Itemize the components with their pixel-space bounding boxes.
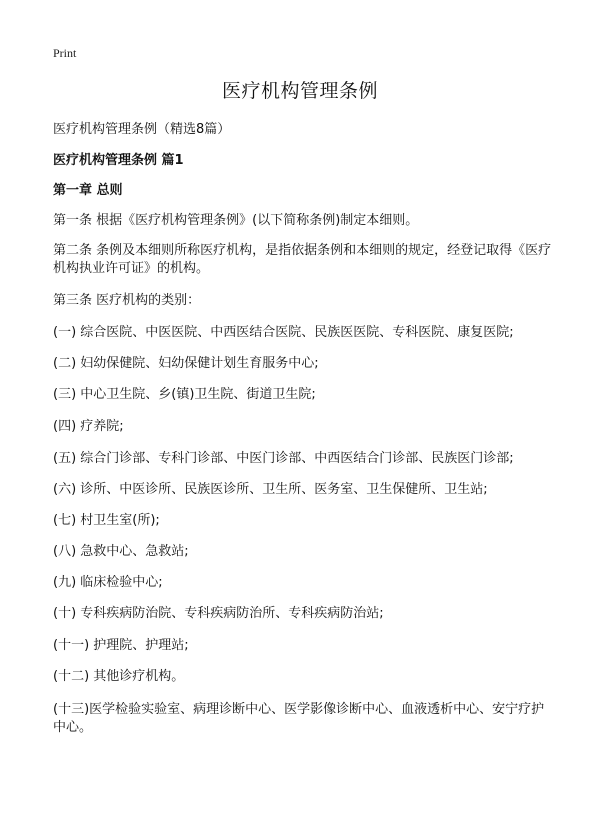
list-item: (十) 专科疾病防治院、专科疾病防治所、专科疾病防治站;: [53, 606, 384, 621]
list-item: (一) 综合医院、中医医院、中西医结合医院、民族医医院、专科医院、康复医院;: [53, 325, 514, 340]
list-item: (七) 村卫生室(所);: [53, 513, 160, 528]
list-item: (四) 疗养院;: [53, 419, 124, 434]
section-title: 医疗机构管理条例 篇1: [53, 153, 184, 168]
paragraph-article-3: 第三条 医疗机构的类别：: [53, 293, 201, 308]
print-link[interactable]: Print: [53, 46, 77, 60]
list-item: (六) 诊所、中医诊所、民族医诊所、卫生所、医务室、卫生保健所、卫生站;: [53, 482, 488, 497]
list-item: (十三)医学检验实验室、病理诊断中心、医学影像诊断中心、血液透析中心、安宁疗护中心。: [53, 702, 545, 735]
list-item: (九) 临床检验中心;: [53, 575, 163, 590]
paragraph-article-1: 第一条 根据《医疗机构管理条例》(以下简称条例)制定本细则。: [53, 213, 419, 228]
list-item: (十二) 其他诊疗机构。: [53, 669, 185, 684]
list-item: (五) 综合门诊部、专科门诊部、中医门诊部、中西医结合门诊部、民族医门诊部;: [53, 451, 514, 466]
list-item: (十一) 护理院、护理站;: [53, 638, 189, 653]
list-item: (二) 妇幼保健院、妇幼保健计划生育服务中心;: [53, 356, 319, 371]
document-subtitle: 医疗机构管理条例（精选8篇）: [53, 122, 231, 137]
paragraph-article-2: 第二条 条例及本细则所称医疗机构，是指依据条例和本细则的规定，经登记取得《医疗机构执业许可证》的机构。: [53, 243, 552, 276]
list-item: (八) 急救中心、急救站;: [53, 544, 189, 559]
chapter-title: 第一章 总则: [53, 183, 123, 198]
page-title: 医疗机构管理条例: [221, 80, 378, 102]
list-item: (三) 中心卫生院、乡(镇)卫生院、街道卫生院;: [53, 387, 316, 402]
